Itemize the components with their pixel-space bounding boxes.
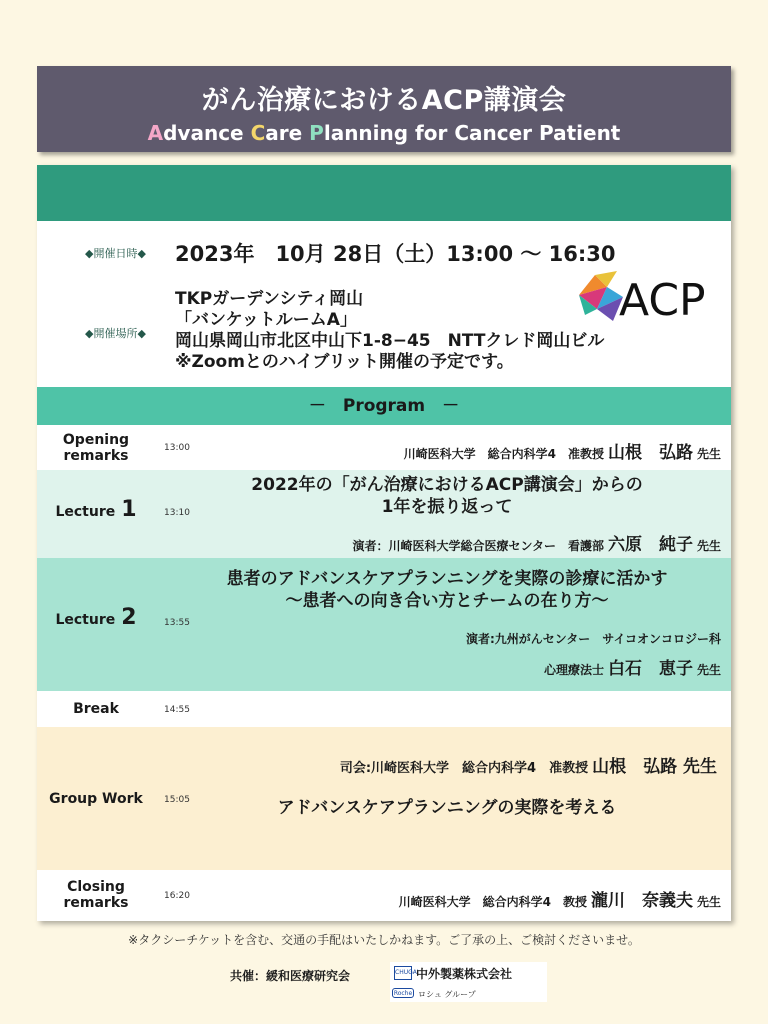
row-moderator: 司会:川崎医科大学 総合内科学4 准教授 山根 弘路 先生: [339, 757, 717, 777]
row-time: 15:05: [164, 795, 190, 805]
row-name: Lecture 1: [55, 497, 137, 522]
row-name: Group Work: [49, 791, 143, 807]
acp-logo: [577, 269, 723, 329]
row-name: Break: [73, 701, 119, 717]
venue-label: ◆開催場所◆: [85, 327, 146, 340]
venue-zoom-note: ※Zoomとのハイブリット開催の予定です。: [175, 352, 514, 372]
event-header: [37, 66, 731, 152]
row-time: 14:55: [164, 705, 190, 715]
program-row-lecture-1: [37, 470, 731, 558]
row-time: 13:55: [164, 618, 190, 628]
row-speaker-affiliation: 演者:九州がんセンター サイコオンコロジー科: [465, 632, 721, 646]
roche-group-label: ロシュ グループ: [418, 990, 476, 999]
roche-logo-icon: Roche: [393, 990, 413, 997]
program-row-closing: [37, 870, 731, 921]
venue-address: 岡山県岡山市北区中山下1-8−45 NTTクレド岡山ビル: [175, 331, 605, 351]
lecture-title: 2022年の「がん治療におけるACP講演会」からの 1年を振り返って: [251, 475, 643, 517]
group-work-title: アドバンスケアプランニングの実際を考える: [277, 798, 617, 818]
program-row-group-work: [37, 727, 731, 870]
venue-room: 「バンケットルームA」: [175, 310, 357, 330]
row-time: 16:20: [164, 891, 190, 901]
program-row-lecture-2: [37, 558, 731, 691]
program-heading: － Program －: [37, 387, 731, 425]
transport-note: ※タクシーチケットを含む、交通の手配はいたしかねます。ご了承の上、ご検討くださいませ。: [128, 933, 640, 947]
sponsor-logo-box: [390, 962, 547, 1002]
event-title: がん治療におけるACP講演会: [201, 85, 567, 116]
top-band: [37, 165, 731, 221]
program-row-opening: [37, 427, 731, 470]
date-label: ◆開催日時◆: [85, 247, 146, 260]
row-time: 13:10: [164, 508, 190, 518]
acp-logo-text: ACP: [619, 275, 706, 326]
sponsor-name: 中外製薬株式会社: [416, 967, 513, 981]
row-name: Closing remarks: [63, 879, 129, 911]
cohost-label: 共催：緩和医療研究会: [230, 969, 351, 983]
flyer-panel: [37, 165, 731, 921]
venue-block: [175, 289, 604, 373]
row-time: 13:00: [164, 443, 190, 453]
row-name: Lecture 2: [55, 605, 137, 630]
chugai-logo-icon: CHUGAI: [394, 966, 412, 980]
row-speaker: 川崎医科大学 総合内科学4 教授 瀧川 奈義夫 先生: [398, 891, 721, 911]
row-speaker: 演者：川崎医科大学総合医療センター 看護部 六原 純子 先生: [352, 535, 721, 555]
lecture-title: 患者のアドバンスケアプランニングを実際の診療に活かす ～患者への向き合い方とチームの在り方～: [226, 569, 668, 611]
venue-name: TKPガーデンシティ岡山: [175, 289, 364, 309]
event-date: 2023年 10月 28日（土）13:00 ～ 16:30: [175, 242, 616, 266]
row-speaker: 心理療法士 白石 恵子 先生: [543, 659, 721, 679]
event-subtitle: Advance Care Planning for Cancer Patient: [147, 121, 621, 145]
row-name: Opening remarks: [62, 432, 130, 464]
row-speaker: 川崎医科大学 総合内科学4 准教授 山根 弘路 先生: [403, 443, 721, 463]
program-row-break: [37, 691, 731, 727]
